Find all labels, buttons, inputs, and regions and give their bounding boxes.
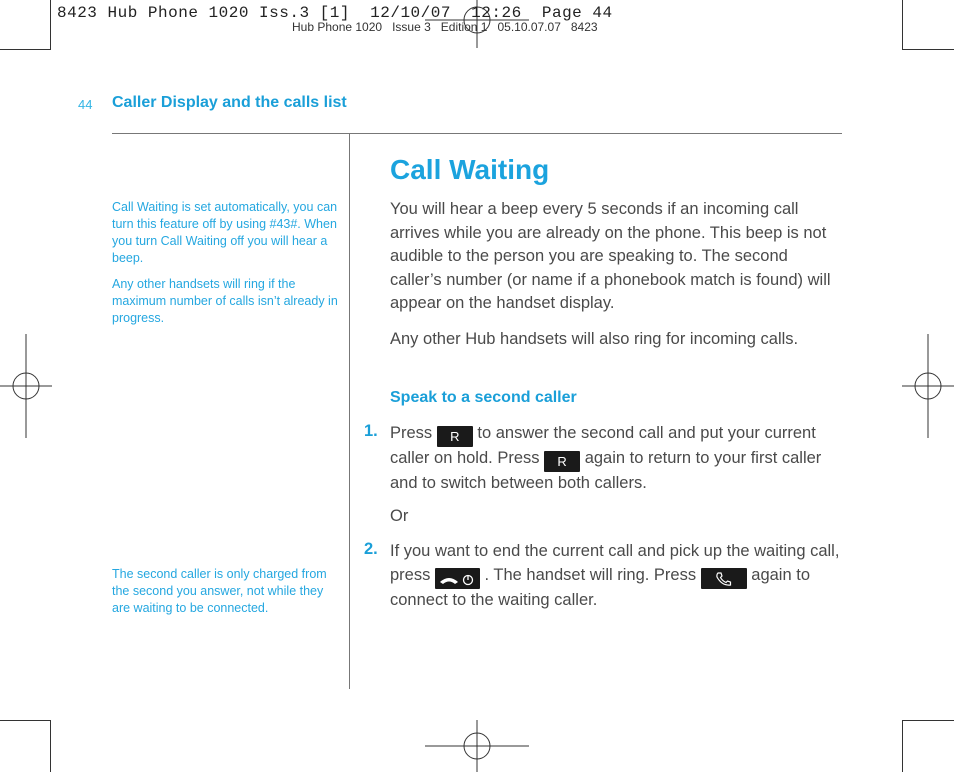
- print-slug: 8423 Hub Phone 1020 Iss.3 [1] 12/10/07 12:26 Page 44: [57, 4, 613, 22]
- column-rule: [349, 133, 350, 689]
- step-text: again to connect to the waiting caller.: [390, 565, 810, 609]
- talk-handset-icon: [701, 568, 747, 589]
- page-title: Call Waiting: [390, 154, 550, 185]
- end-call-power-icon: [435, 568, 480, 589]
- step-text: . The handset will ring. Press: [484, 565, 697, 584]
- header-rule: [112, 133, 842, 134]
- crop-mark: [0, 49, 50, 50]
- sidebar-note: Any other handsets will ring if the maximum number of calls isn’t already in progress.: [112, 277, 338, 325]
- r-key: R: [544, 451, 580, 472]
- crop-mark: [903, 49, 954, 50]
- subheading: Speak to a second caller: [390, 389, 577, 406]
- crop-mark: [0, 720, 50, 721]
- step-number: 1.: [364, 422, 378, 440]
- step-text: again to return to your first caller and to switch between both callers.: [390, 449, 822, 492]
- step-1: [390, 422, 840, 496]
- crosshair-target-icon: [425, 720, 529, 772]
- crop-mark: [902, 720, 903, 772]
- section-title: Caller Display and the calls list: [112, 94, 347, 111]
- step-number: 2.: [364, 540, 378, 558]
- page-number: 44: [78, 97, 93, 112]
- crosshair-target-icon: [0, 334, 52, 438]
- slug-back: Hub Phone 1020 Issue 3 Edition 1 05.10.07.07 8423: [292, 20, 598, 34]
- or-text: Or: [390, 507, 409, 525]
- sidebar-note: Call Waiting is set automatically, you can turn this feature off by using #43#. When you turn Call Waiting off you will hear a beep.: [112, 200, 338, 265]
- r-key: R: [437, 426, 473, 447]
- step-text: to answer the second call and put your current caller on hold. Press: [390, 424, 816, 467]
- other-handsets-paragraph: Any other Hub handsets will also ring for incoming calls.: [390, 330, 799, 348]
- crosshair-target-icon: [902, 334, 954, 438]
- step-2: [390, 540, 840, 612]
- step-text: Press: [390, 424, 433, 442]
- intro-paragraph: You will hear a beep every 5 seconds if an incoming call arrives while you are already on the phone. This beep is not audible to the person you are speaking to. The second caller’s number (or name if a phonebook match is found) will appear on the handset display.: [390, 200, 831, 312]
- crop-mark: [903, 720, 954, 721]
- crop-mark: [902, 0, 903, 50]
- crop-mark: [50, 720, 51, 772]
- sidebar-note: The second caller is only charged from the second you answer, not while they are waiting to be connected.: [112, 567, 327, 615]
- crop-mark: [50, 0, 51, 50]
- step-text: If you want to end the current call and pick up the waiting call, press: [390, 542, 840, 584]
